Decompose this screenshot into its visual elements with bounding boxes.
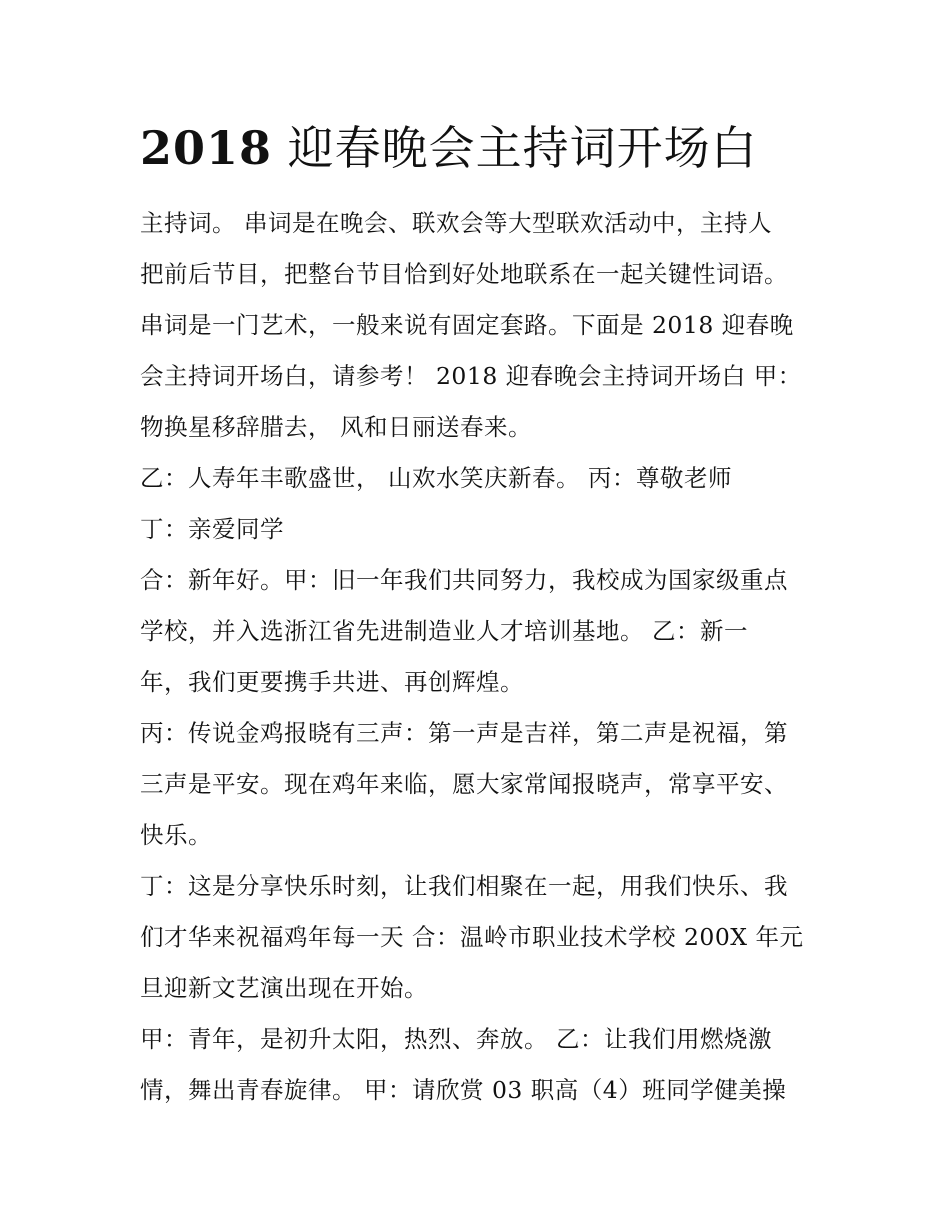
document-body	[140, 198, 820, 1116]
text-line: 把前后节目，把整台节目恰到好处地联系在一起关键性词语。	[140, 260, 788, 288]
text-line: 学校，并入选浙江省先进制造业人才培训基地。 乙：新一	[140, 617, 748, 645]
text-line: 甲：青年，是初升太阳，热烈、奔放。 乙：让我们用燃烧激	[140, 1025, 772, 1053]
text-line: 旦迎新文艺演出现在开始。	[140, 974, 428, 1002]
text-line: 三声是平安。现在鸡年来临，愿大家常闻报晓声，常享平安、	[140, 770, 788, 798]
text-line: 合：新年好。甲：旧一年我们共同努力，我校成为国家级重点	[140, 566, 788, 594]
text-line: 丁：亲爱同学	[140, 515, 284, 543]
text-line: 们才华来祝福鸡年每一天 合：温岭市职业技术学校 200X 年元	[140, 923, 804, 951]
text-line: 快乐。	[140, 821, 212, 849]
title-year: 2018	[140, 121, 273, 175]
text-line: 丁：这是分享快乐时刻，让我们相聚在一起，用我们快乐、我	[140, 872, 788, 900]
text-line: 会主持词开场白，请参考！ 2018 迎春晚会主持词开场白 甲：	[140, 362, 802, 390]
text-line: 乙：人寿年丰歌盛世， 山欢水笑庆新春。 丙：尊敬老师	[140, 464, 732, 492]
page-title	[140, 118, 758, 178]
text-line: 串词是一门艺术，一般来说有固定套路。下面是 2018 迎春晚	[140, 311, 794, 339]
text-line: 情，舞出青春旋律。 甲：请欣赏 03 职高（4）班同学健美操	[140, 1076, 787, 1104]
text-line: 主持词。 串词是在晚会、联欢会等大型联欢活动中，主持人	[140, 209, 772, 237]
text-line: 物换星移辞腊去， 风和日丽送春来。	[140, 413, 532, 441]
text-line: 丙：传说金鸡报晓有三声：第一声是吉祥，第二声是祝福，第	[140, 719, 788, 747]
text-line: 年，我们更要携手共进、再创辉煌。	[140, 668, 524, 696]
title-text: 迎春晚会主持词开场白	[287, 121, 758, 175]
